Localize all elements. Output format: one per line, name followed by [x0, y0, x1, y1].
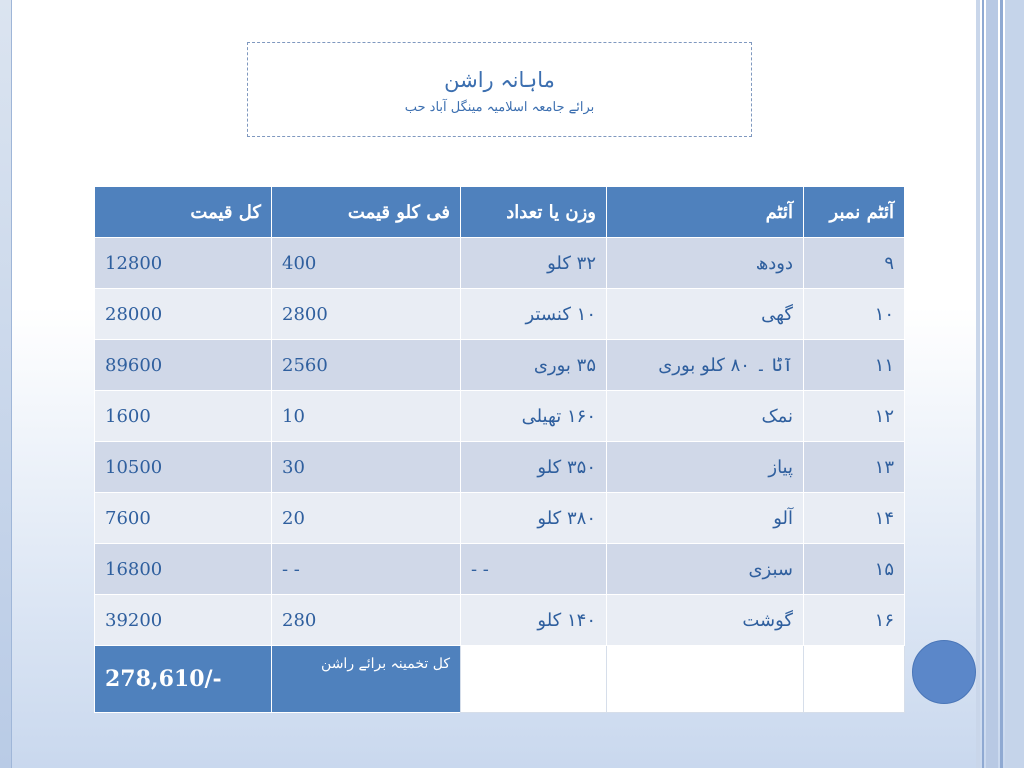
cell-total: 10500	[95, 442, 272, 493]
cell-quantity: - -	[461, 544, 607, 595]
cell-quantity: ۱۶۰ تھیلی	[461, 391, 607, 442]
cell-quantity: ۳۸۰ کلو	[461, 493, 607, 544]
cell-item-number: ۱۰	[804, 289, 905, 340]
cell-item: گوشت	[607, 595, 804, 646]
cell-rate: 10	[272, 391, 461, 442]
total-empty-cell	[461, 646, 607, 713]
total-empty-cell	[607, 646, 804, 713]
cell-rate: 20	[272, 493, 461, 544]
cell-total: 1600	[95, 391, 272, 442]
table-row	[95, 493, 905, 544]
cell-item-number: ۱۵	[804, 544, 905, 595]
header-total: کل قیمت	[95, 187, 272, 238]
cell-rate: 280	[272, 595, 461, 646]
cell-total: 39200	[95, 595, 272, 646]
cell-item: آلو	[607, 493, 804, 544]
decor-circle	[912, 640, 976, 704]
cell-rate: - -	[272, 544, 461, 595]
cell-rate: 400	[272, 238, 461, 289]
cell-item-number: ۹	[804, 238, 905, 289]
table-row	[95, 289, 905, 340]
cell-item: دودھ	[607, 238, 804, 289]
cell-total: 28000	[95, 289, 272, 340]
cell-item: نمک	[607, 391, 804, 442]
cell-item-number: ۱۲	[804, 391, 905, 442]
ration-table	[94, 186, 905, 713]
total-row	[95, 646, 905, 713]
cell-item: سبزی	[607, 544, 804, 595]
cell-item: آٹا ۔ ۸۰ کلو بوری	[607, 340, 804, 391]
cell-quantity: ۳۵ بوری	[461, 340, 607, 391]
table-row	[95, 238, 905, 289]
cell-rate: 2800	[272, 289, 461, 340]
left-decor-bar	[0, 0, 12, 768]
cell-quantity: ۳۲ کلو	[461, 238, 607, 289]
header-rate: فی کلو قیمت	[272, 187, 461, 238]
table-header-row	[95, 187, 905, 238]
cell-item: گھی	[607, 289, 804, 340]
header-item-number: آئٹم نمبر	[804, 187, 905, 238]
cell-total: 7600	[95, 493, 272, 544]
total-empty-cell	[804, 646, 905, 713]
cell-total: 89600	[95, 340, 272, 391]
cell-quantity: ۱۰ کنستر	[461, 289, 607, 340]
table-row	[95, 442, 905, 493]
cell-item-number: ۱۶	[804, 595, 905, 646]
total-value: 278,610/-	[95, 646, 272, 713]
header-quantity: وزن یا تعداد	[461, 187, 607, 238]
cell-quantity: ۱۴۰ کلو	[461, 595, 607, 646]
cell-quantity: ۳۵۰ کلو	[461, 442, 607, 493]
cell-item-number: ۱۳	[804, 442, 905, 493]
total-label: کل تخمینہ برائے راشن	[272, 646, 461, 713]
cell-rate: 2560	[272, 340, 461, 391]
cell-item-number: ۱۱	[804, 340, 905, 391]
right-decor-stripes	[976, 0, 1024, 768]
header-item: آئٹم	[607, 187, 804, 238]
page-subtitle: برائے جامعہ اسلامیہ مینگل آباد حب	[404, 100, 595, 115]
page-title: ماہانہ راشن	[444, 68, 555, 92]
table-row	[95, 391, 905, 442]
table-row	[95, 340, 905, 391]
table-row	[95, 595, 905, 646]
cell-total: 12800	[95, 238, 272, 289]
table-row	[95, 544, 905, 595]
cell-rate: 30	[272, 442, 461, 493]
title-box	[247, 42, 752, 137]
cell-total: 16800	[95, 544, 272, 595]
cell-item-number: ۱۴	[804, 493, 905, 544]
cell-item: پیاز	[607, 442, 804, 493]
